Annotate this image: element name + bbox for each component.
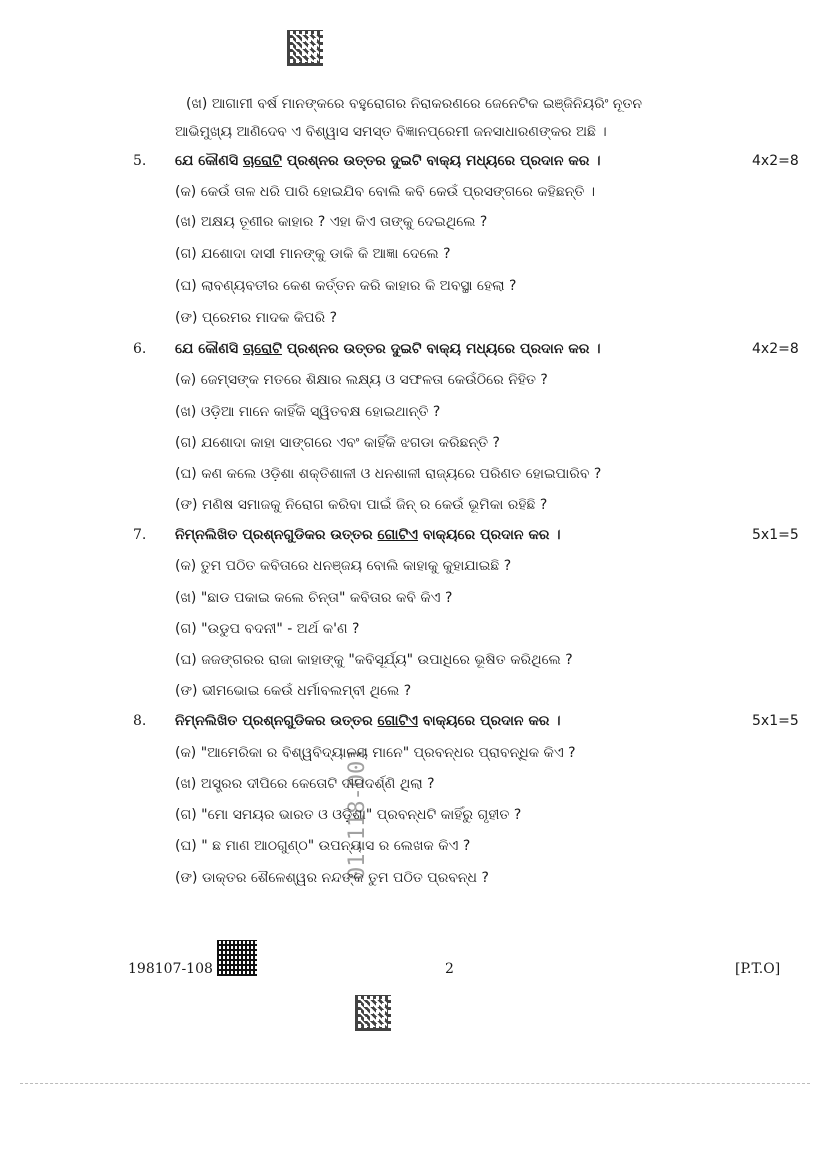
heading-text: ଯେ କୌଣସି: [175, 341, 243, 357]
question-heading: [175, 527, 561, 543]
question-marks: 5x1=5: [752, 527, 799, 543]
question-number: 7.: [133, 527, 147, 543]
question-item: (କ) ତୁମ ପଠିତ କବିତାରେ ଧନଞ୍ଜୟ ବୋଲି କାହାକୁ କୁହାଯାଇଛି ?: [175, 558, 512, 574]
heading-underlined: ଗୋଟିଏ: [377, 527, 419, 543]
question-marks: 5x1=5: [752, 713, 799, 729]
heading-text: ନିମ୍ନଲିଖିତ ପ୍ରଶ୍ନଗୁଡିକର ଉତ୍ତର: [175, 527, 378, 543]
page-number: 2: [445, 961, 454, 977]
intro-line-2: ଆଭିମୁଖ୍ୟ ଆଣିଦେବ ଏ ବିଶ୍ୱାସ ସମସ୍ତ ବିଜ୍ଞାନପ୍ରେମୀ ଜନସାଧାରଣଙ୍କର ଅଛି ।: [175, 124, 607, 140]
heading-text: ପ୍ରଶ୍ନର ଉତ୍ତର ଦୁଇଟି ବାକ୍ୟ ମଧ୍ୟରେ ପ୍ରଦାନ କର ।: [281, 341, 601, 357]
heading-text: ଯେ କୌଣସି: [175, 153, 243, 169]
please-turn-over: [P.T.O]: [735, 961, 781, 977]
question-marks: 4x2=8: [752, 153, 799, 169]
question-item: (ଙ) ଡାକ୍ତର ଶୈଳେଶ୍ୱର ନନ୍ଦଙ୍କ ତୁମ ପଠିତ ପ୍ରବନ୍ଧ ?: [175, 870, 489, 886]
question-item: (ଗ) ଯଶୋଦା କାହା ସାଙ୍ଗରେ ଏବଂ କାହିଁକି ଝଗଡା କରିଛନ୍ତି ?: [175, 435, 500, 451]
question-heading: [175, 341, 601, 357]
question-number: 5.: [133, 153, 147, 169]
question-item: (ଘ) ଲାବଣ୍ୟବତୀର କେଶ କର୍ତ୍ତନ କରି କାହାର କି ଅବସ୍ଥା ହେଲା ?: [175, 278, 517, 294]
heading-underlined: ଚାରୋଟି: [242, 341, 282, 357]
heading-text: ବାକ୍ୟରେ ପ୍ରଦାନ କର ।: [418, 527, 561, 543]
question-item: (ଙ) ପ୍ରେମର ମାଦକ କିପରି ?: [175, 310, 338, 326]
question-item: (ଗ) "ଉଡୁପ ବଦନୀ" - ଅର୍ଥ କ'ଣ ?: [175, 621, 360, 637]
question-item: (ଘ) କଣ କଲେ ଓଡ଼ିଶା ଶକ୍ତିଶାଳୀ ଓ ଧନଶାଳୀ ରାଜ୍ୟରେ ପରିଣତ ହୋଇପାରିବ ?: [175, 466, 602, 482]
question-item: (ଗ) "ମୋ ସମୟର ଭାରତ ଓ ଓଡ଼ିଶା" ପ୍ରବନ୍ଧଟି କାହିଁରୁ ଗୃହୀତ ?: [175, 807, 522, 823]
question-item: (କ) ଜେମ୍ସଙ୍କ ମତରେ ଶିକ୍ଷାର ଲକ୍ଷ୍ୟ ଓ ସଫଳତା କେଉଁଠିରେ ନିହିତ ?: [175, 372, 548, 388]
scan-edge-line: [20, 1083, 810, 1084]
heading-underlined: ଚାରୋଟି: [242, 153, 282, 169]
question-item: (ଖ) ଓଡ଼ିଆ ମାନେ କାହିଁକି ସ୍ୱିତବକ୍ଷ ହୋଇଥାନ୍ତି ?: [175, 404, 441, 420]
question-heading: [175, 713, 561, 729]
watermark-stamp: 01-118-001: [345, 747, 370, 880]
question-item: (ଖ) "ଛାଡ ପକାଇ କଲେ ଚିନ୍ତା" କବିତାର କବି କିଏ ?: [175, 590, 453, 606]
question-number: 8.: [133, 713, 147, 729]
paper-code: 198107-108: [128, 961, 213, 977]
qr-code-bottom: [355, 995, 391, 1031]
datamatrix-code: [217, 940, 257, 976]
heading-underlined: ଗୋଟିଏ: [377, 713, 419, 729]
question-item: (ଗ) ଯଶୋଦା ଦାସୀ ମାନଙ୍କୁ ଡାକି କି ଆଜ୍ଞା ଦେଲେ ?: [175, 246, 451, 262]
question-item: (ଘ) ଜଜଙ୍ଗରର ରାଜା କାହାଙ୍କୁ "କବିସୂର୍ଯ୍ୟ" ଉପାଧିରେ ଭୂଷିତ କରିଥିଲେ ?: [175, 652, 573, 668]
question-item: (ଖ) ଅସ୍ତ୍ରର ଦୀପିରେ କେତୋଟି ଦୀପଦର୍ଶ୍ଣି ଥିଲା ?: [175, 776, 435, 792]
question-item: (ଘ) " ଛ ମାଣ ଆଠଗୁଣ୍ଠ" ଉପନ୍ୟାସ ର ଲେଖକ କିଏ ?: [175, 838, 471, 854]
question-marks: 4x2=8: [752, 341, 799, 357]
question-heading: [175, 153, 601, 169]
question-item: (ଙ) ଭୀମଭୋଇ କେଉଁ ଧର୍ମାବଲମ୍ବୀ ଥିଲେ ?: [175, 683, 412, 699]
intro-line-1: (ଖ) ଆଗାମୀ ବର୍ଷ ମାନଙ୍କରେ ବହୁରୋଗର ନିରାକରଣରେ ଜେନେଟିକ ଇଞ୍ଜିନିୟରିଂ ନୂତନ: [186, 96, 643, 112]
qr-code-top: [287, 30, 323, 66]
question-item: (ଖ) ଅକ୍ଷୟ ତୂଣୀର କାହାର ? ଏହା କିଏ ତାଙ୍କୁ ଦେଇଥିଲେ ?: [175, 214, 488, 230]
question-number: 6.: [133, 341, 147, 357]
question-item: (ଙ) ମଣିଷ ସମାଜକୁ ନିରୋଗ କରିବା ପାଇଁ ଜିନ୍ ର କେଉଁ ଭୂମିକା ରହିଛି ?: [175, 497, 548, 513]
heading-text: ବାକ୍ୟରେ ପ୍ରଦାନ କର ।: [418, 713, 561, 729]
heading-text: ପ୍ରଶ୍ନର ଉତ୍ତର ଦୁଇଟି ବାକ୍ୟ ମଧ୍ୟରେ ପ୍ରଦାନ କର ।: [281, 153, 601, 169]
question-item: (କ) କେଉଁ ତାଳ ଧରି ପାରି ହୋଇଯିବ ବୋଲି କବି କେଉଁ ପ୍ରସଙ୍ଗରେ କହିଛନ୍ତି ।: [175, 184, 596, 200]
question-item: (କ) "ଆମେରିକା ର ବିଶ୍ୱବିଦ୍ୟାଳୟ ମାନେ" ପ୍ରବନ୍ଧର ପ୍ରାବନ୍ଧିକ କିଏ ?: [175, 745, 576, 761]
heading-text: ନିମ୍ନଲିଖିତ ପ୍ରଶ୍ନଗୁଡିକର ଉତ୍ତର: [175, 713, 378, 729]
